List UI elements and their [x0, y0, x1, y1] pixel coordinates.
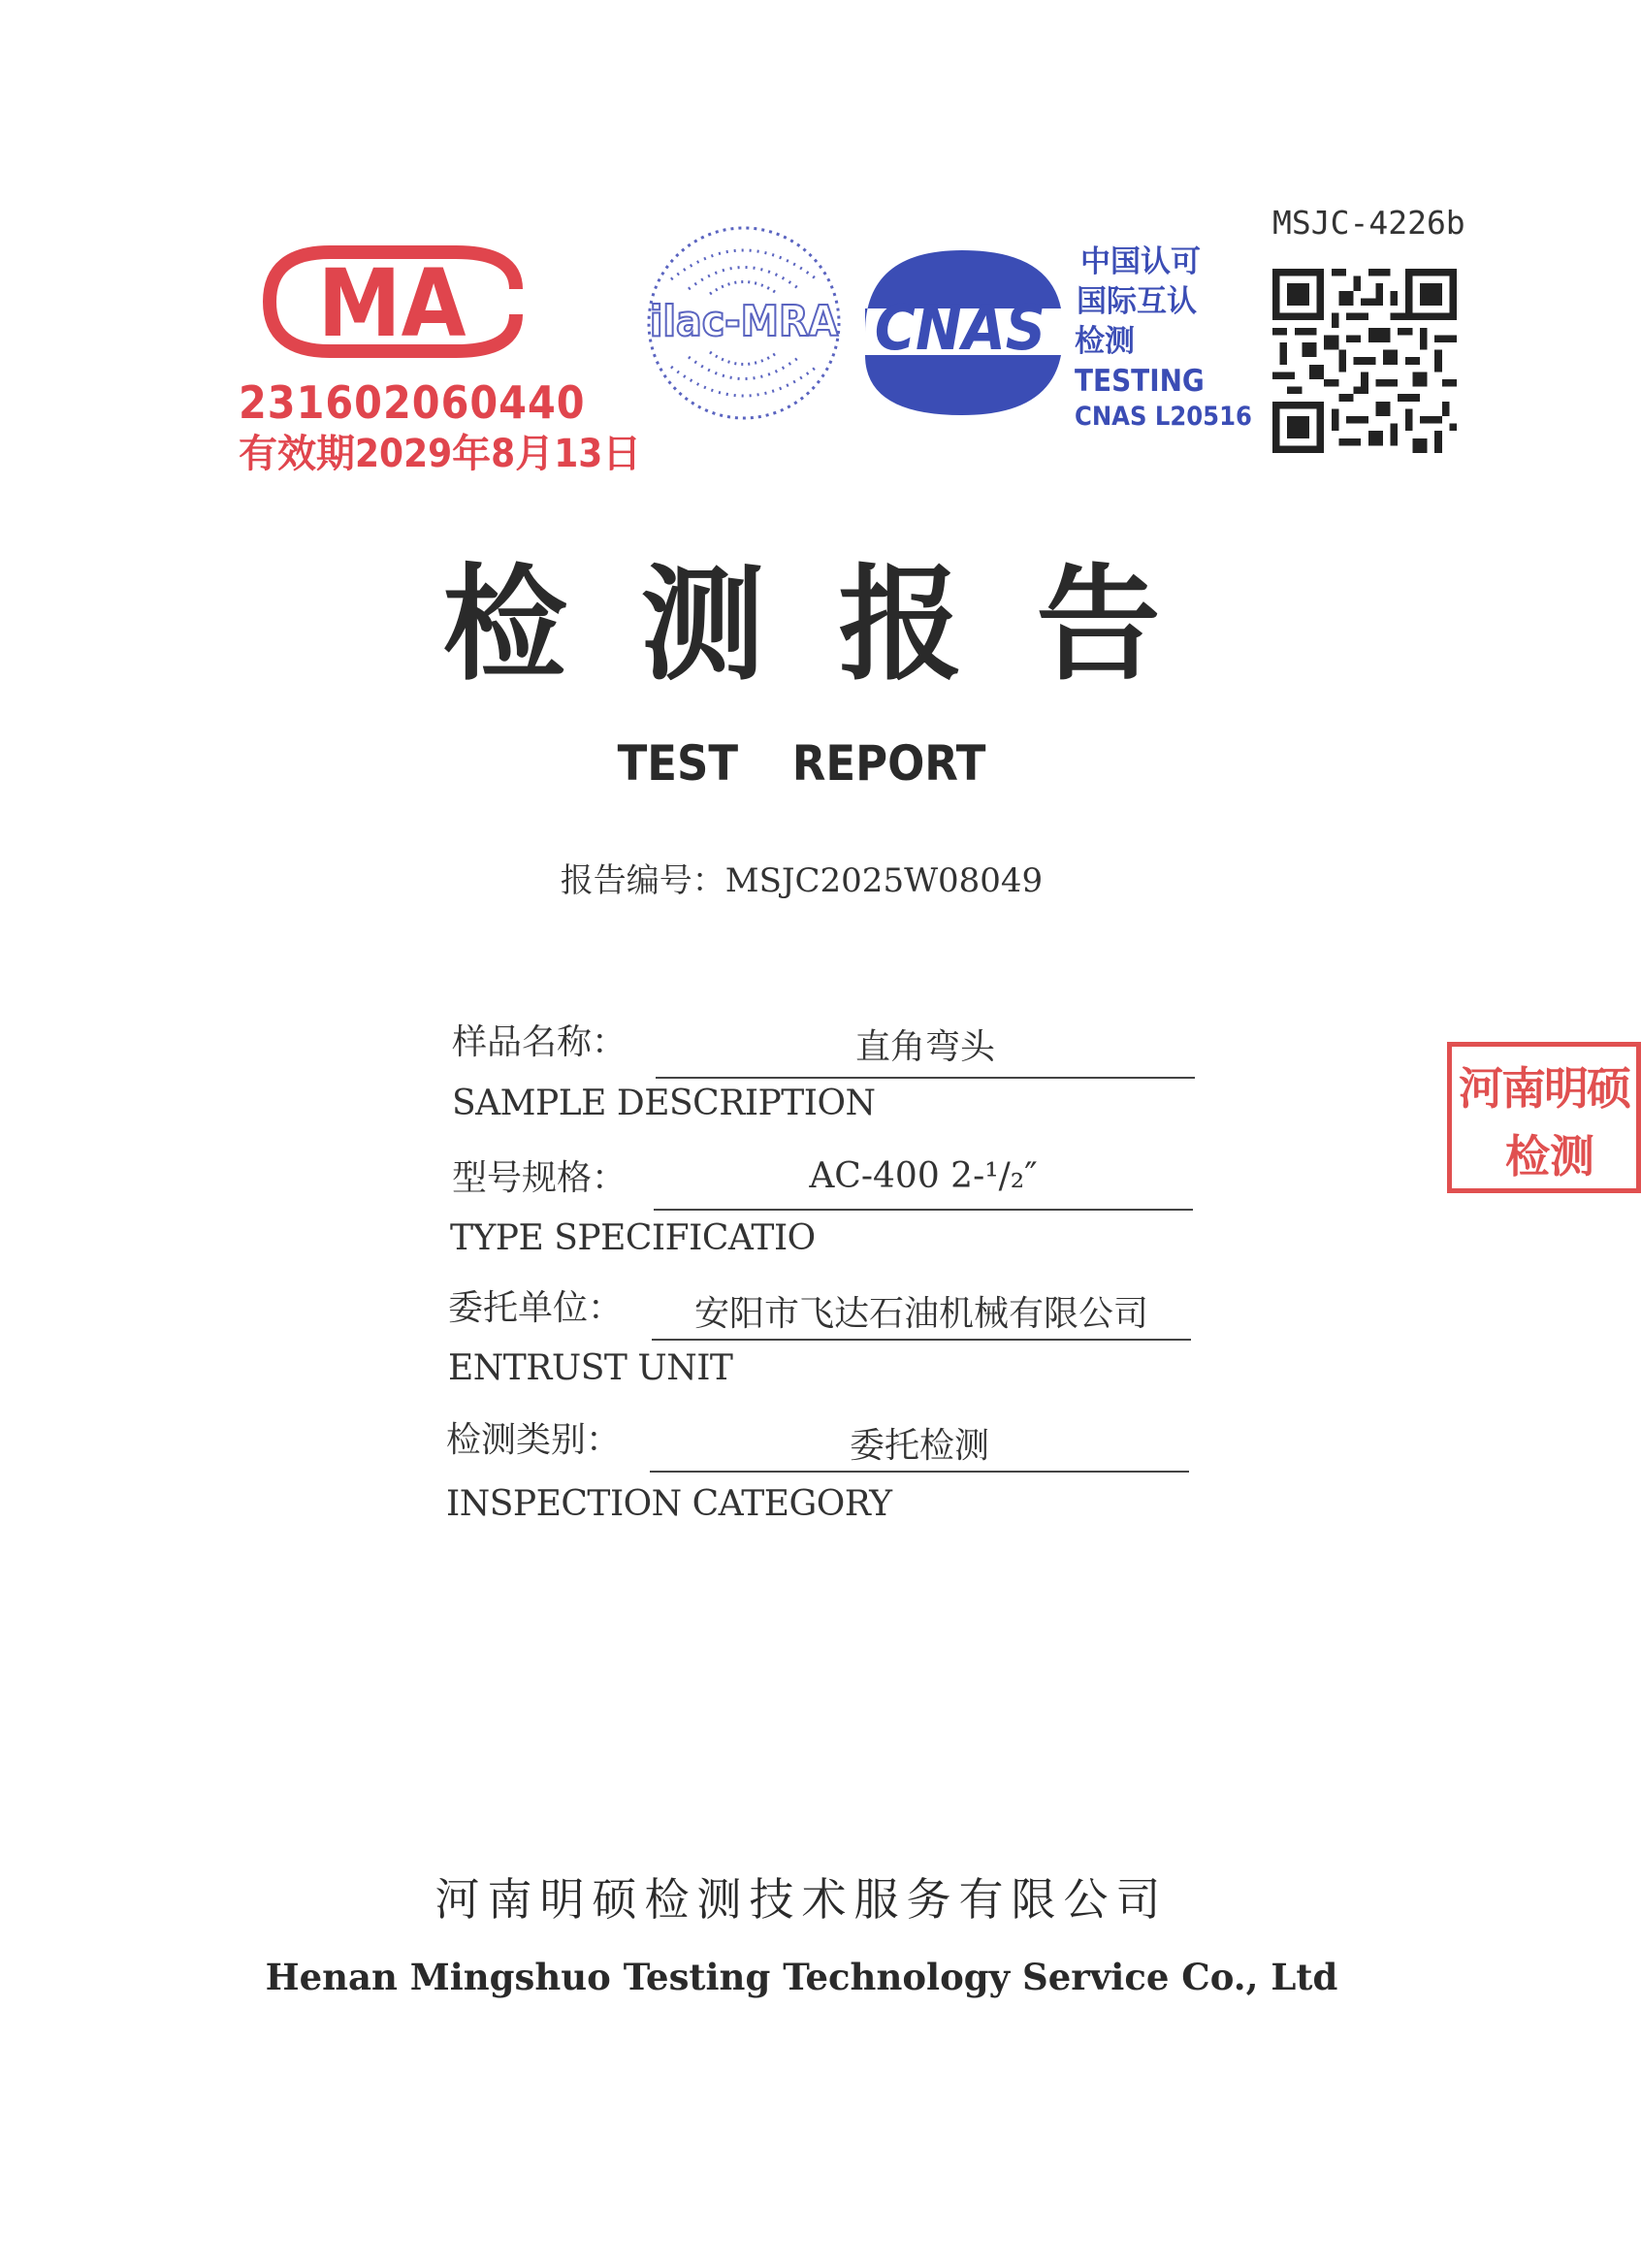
report-number [0, 854, 1603, 901]
stamp-text-line2: 检测 [1505, 1130, 1594, 1183]
inspection-category-label: 检测类别： [446, 1420, 622, 1460]
report-title-cn: 检测报告 [442, 552, 1235, 697]
inspection-category-en-label: INSPECTION CATEGORY [446, 1484, 892, 1524]
inspection-category-underline [650, 1471, 1189, 1473]
cnas-testing: TESTING [1075, 364, 1205, 399]
type-spec-underline [654, 1209, 1193, 1211]
cma-validity: 有效期2029年8月13日 [239, 432, 642, 476]
report-title-en: TEST REPORT [617, 735, 986, 792]
company-name-en: Henan Mingshuo Testing Technology Service Co., Ltd [265, 1956, 1338, 1998]
inspection-category-value: 委托检测 [849, 1426, 989, 1466]
sample-name-value: 直角弯头 [854, 1027, 995, 1067]
ilac-mra-text: ilac-MRA [649, 297, 839, 346]
cnas-recognition-line2: 国际互认 [1077, 284, 1197, 319]
cma-number: 231602060440 [239, 376, 586, 429]
cma-logo [262, 239, 524, 365]
sample-name-underline [656, 1077, 1195, 1079]
cnas-recognition-line1: 中国认可 [1080, 244, 1201, 279]
entrust-unit-en-label: ENTRUST UNIT [448, 1348, 733, 1388]
sample-description-label: SAMPLE DESCRIPTION [452, 1084, 876, 1123]
type-spec-label: 型号规格： [452, 1158, 627, 1198]
cnas-recognition-line3: 检测 [1075, 324, 1135, 359]
entrust-unit-label: 委托单位： [448, 1288, 624, 1328]
cnas-mark-text: CNAS [874, 293, 1046, 365]
entrust-unit-underline [652, 1339, 1191, 1341]
sample-name-label: 样品名称： [452, 1022, 627, 1062]
cnas-logo [846, 241, 1078, 425]
document-code: MSJC-4226b [1272, 204, 1465, 242]
qr-code-icon [1272, 268, 1457, 454]
report-number-value: MSJC2025W08049 [724, 861, 1044, 900]
ilac-mra-logo [642, 221, 846, 425]
company-name-cn: 河南明硕检测技术服务有限公司 [434, 1873, 1169, 1926]
svg-text:MA: MA [317, 249, 467, 358]
report-number-label: 报告编号： [560, 861, 725, 900]
type-spec-value: AC-400 2-¹/₂″ [809, 1156, 1038, 1196]
stamp-text-line1: 河南明硕 [1459, 1062, 1629, 1115]
type-specification-label: TYPE SPECIFICATIO [450, 1218, 816, 1258]
entrust-unit-value: 安阳市飞达石油机械有限公司 [693, 1294, 1148, 1334]
cnas-number: CNAS L20516 [1075, 402, 1252, 432]
